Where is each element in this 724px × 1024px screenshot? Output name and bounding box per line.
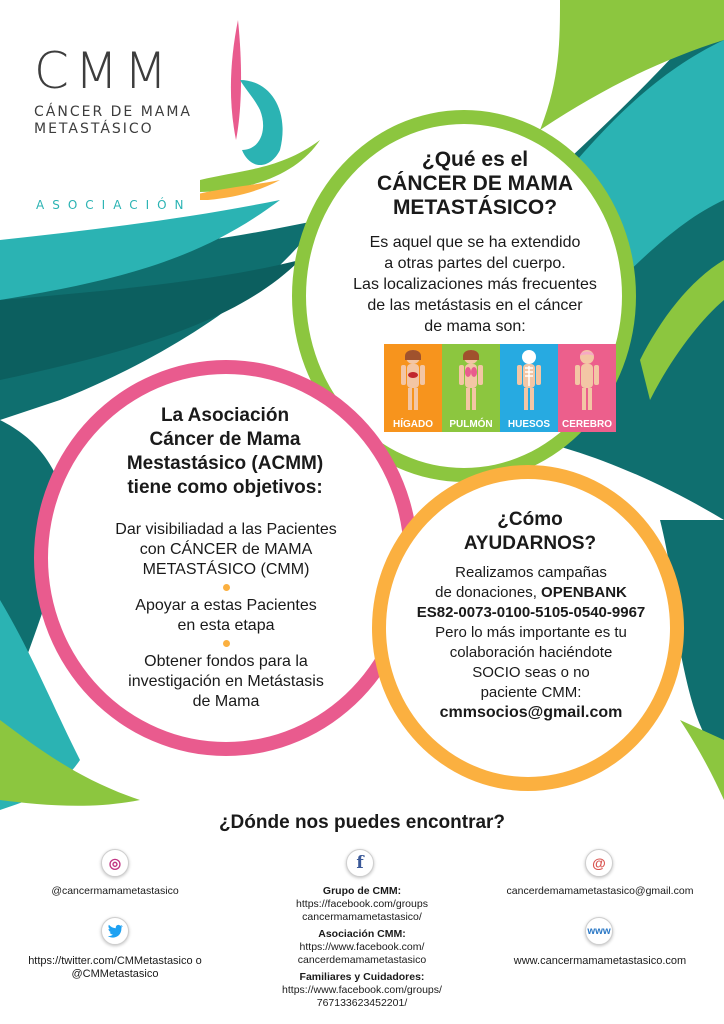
objective-item: [88, 520, 364, 580]
body-figure-icon: [398, 348, 428, 412]
objectives-title-line: tiene como objetivos:: [127, 477, 323, 498]
help-title-line: AYUDARNOS?: [463, 533, 597, 554]
what-is-body-line: a otras partes del cuerpo.: [384, 255, 566, 272]
what-is-title: [340, 148, 610, 220]
help-line: colaboración haciéndote: [449, 644, 613, 661]
twitter-links: [10, 955, 220, 981]
bullet-dot-icon: [223, 584, 230, 591]
twitter-icon[interactable]: [101, 917, 129, 945]
objective-line: en esta etapa: [177, 617, 275, 634]
help-line: SOCIO seas o no: [472, 664, 590, 681]
logo-line-2: METASTÁSICO: [34, 121, 154, 137]
what-is-title-line: ¿Qué es el: [421, 148, 529, 171]
objective-item: [88, 596, 364, 636]
logo-association: ASOCIACIÓN: [36, 198, 192, 212]
website-link[interactable]: www.cancermamametastasico.com: [513, 955, 687, 967]
ribbon-logo-icon: [200, 20, 320, 200]
help-body: [396, 563, 666, 723]
find-us-title: ¿Dónde nos puedes encontrar?: [218, 812, 506, 833]
objectives-title-line: Mestastásico (ACMM): [126, 453, 324, 474]
what-is-body-line: de las metástasis en el cáncer: [367, 297, 583, 314]
facebook-assoc-link[interactable]: https://www.facebook.com/: [299, 941, 425, 953]
twitter-handle[interactable]: @CMMetastasico: [71, 968, 159, 980]
objective-line: de Mama: [192, 693, 260, 710]
organ-panel-brain: [558, 344, 616, 432]
facebook-family-title: Familiares y Cuidadores:: [299, 971, 425, 983]
facebook-links: [262, 885, 462, 1010]
help-title: [420, 508, 640, 556]
organ-panel-lung: [442, 344, 500, 432]
bullet-dot-icon: [223, 640, 230, 647]
logo-subtitle: [34, 104, 192, 138]
help-line: paciente CMM:: [480, 684, 582, 701]
help-line: Realizamos campañas: [455, 564, 607, 581]
help-line-prefix: de donaciones,: [435, 584, 542, 601]
facebook-group-title: Grupo de CMM:: [322, 885, 402, 897]
objective-line: investigación en Metástasis: [128, 673, 324, 690]
help-title-line: ¿Cómo: [497, 509, 563, 530]
objective-line: con CÁNCER de MAMA: [139, 541, 313, 558]
at-icon[interactable]: @: [585, 849, 613, 877]
facebook-group-link[interactable]: cancermamametastasico/: [302, 911, 422, 923]
instagram-icon[interactable]: ◎: [101, 849, 129, 877]
skeleton-figure-icon: [514, 348, 544, 412]
what-is-body-line: Es aquel que se ha extendido: [369, 234, 581, 251]
organ-label: HÍGADO: [393, 419, 433, 430]
help-line: [396, 583, 666, 603]
objective-line: Apoyar a estas Pacientes: [135, 597, 317, 614]
objective-line: Obtener fondos para la: [144, 653, 308, 670]
logo-line-1: CÁNCER DE MAMA: [34, 104, 193, 120]
bird-icon: [107, 924, 123, 938]
objectives-title-line: Cáncer de Mama: [149, 429, 301, 450]
facebook-group-link[interactable]: https://facebook.com/groups: [296, 898, 428, 910]
objectives-title-line: La Asociación: [160, 405, 290, 426]
contact-email-link[interactable]: cancerdemamametastasico@gmail.com: [506, 885, 694, 897]
organ-panel-bones: [500, 344, 558, 432]
iban-number: ES82-0073-0100-5105-0540-9967: [416, 604, 646, 621]
body-figure-icon: [456, 348, 486, 412]
objective-line: METASTÁSICO (CMM): [142, 561, 310, 578]
what-is-body: [340, 232, 610, 337]
what-is-body-line: Las localizaciones más frecuentes: [353, 276, 597, 293]
facebook-assoc-title: Asociación CMM:: [318, 928, 406, 940]
objective-line: Dar visibiliadad a las Pacientes: [115, 521, 337, 538]
what-is-title-line: METASTÁSICO?: [392, 196, 558, 219]
instagram-handle-link[interactable]: @cancermamametastasico: [51, 885, 179, 897]
logo-acronym: CMM: [34, 42, 174, 100]
body-figure-icon: [572, 348, 602, 412]
help-line: Pero lo más importante es tu: [435, 624, 627, 641]
facebook-family-link[interactable]: https://www.facebook.com/groups/: [282, 984, 442, 996]
twitter-link[interactable]: https://twitter.com/CMMetastasico o: [28, 955, 202, 967]
organ-label: PULMÓN: [449, 419, 493, 430]
organ-label: HUESOS: [507, 419, 551, 430]
organ-panels: [384, 344, 616, 432]
facebook-assoc-link[interactable]: cancerdemamametastasico: [297, 954, 427, 966]
what-is-title-line: CÁNCER DE MAMA: [377, 172, 573, 195]
objectives-title: [94, 404, 356, 500]
facebook-family-link[interactable]: 767133623452201/: [316, 997, 408, 1009]
objectives-list: [88, 520, 364, 716]
objective-item: [88, 652, 364, 712]
what-is-body-line: de mama son:: [424, 318, 526, 335]
organ-panel-liver: [384, 344, 442, 432]
facebook-icon[interactable]: f: [346, 849, 374, 877]
membership-email-link[interactable]: cmmsocios@gmail.com: [439, 704, 623, 721]
www-icon[interactable]: www: [585, 917, 613, 945]
bank-name: OPENBANK: [541, 584, 627, 601]
organ-label: CEREBRO: [561, 419, 612, 430]
